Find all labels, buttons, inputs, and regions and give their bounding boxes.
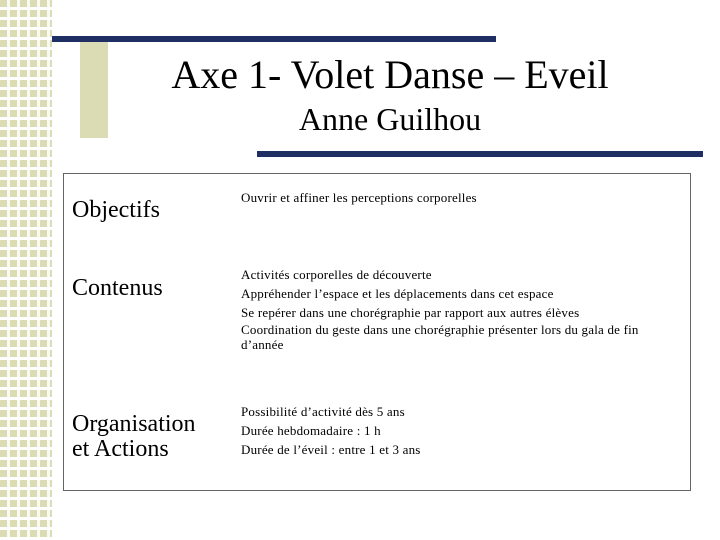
decorative-accent-box	[80, 40, 108, 138]
decorative-stripes	[0, 0, 52, 540]
slide-title: Axe 1- Volet Danse – Eveil	[171, 52, 609, 97]
organisation-item: Durée hebdomadaire : 1 h	[241, 423, 381, 438]
row-label-organisation-line2: et Actions	[72, 436, 169, 462]
objectifs-item: Ouvrir et affiner les perceptions corporelles	[241, 190, 477, 205]
row-label-organisation-line1: Organisation	[72, 411, 196, 437]
contenus-item: Activités corporelles de découverte	[241, 267, 432, 282]
title-rule-bottom	[257, 151, 703, 157]
row-text-contenus	[241, 265, 681, 352]
row-label-contenus: Contenus	[72, 275, 163, 301]
row-label-organisation	[72, 412, 196, 462]
row-text-organisation	[241, 402, 681, 459]
title-rule-top	[52, 36, 496, 42]
organisation-item: Possibilité d’activité dès 5 ans	[241, 404, 405, 419]
organisation-item: Durée de l’éveil : entre 1 et 3 ans	[241, 442, 421, 457]
contenus-item: Coordination du geste dans une chorégraphie présenter lors du gala de fin d’année	[241, 322, 639, 352]
slide-subtitle: Anne Guilhou	[298, 101, 482, 137]
contenus-item: Appréhender l’espace et les déplacements dans cet espace	[241, 286, 554, 301]
contenus-item: Se repérer dans une chorégraphie par rapport aux autres élèves	[241, 305, 580, 320]
row-label-objectifs: Objectifs	[72, 197, 160, 223]
row-text-objectifs	[241, 188, 681, 207]
